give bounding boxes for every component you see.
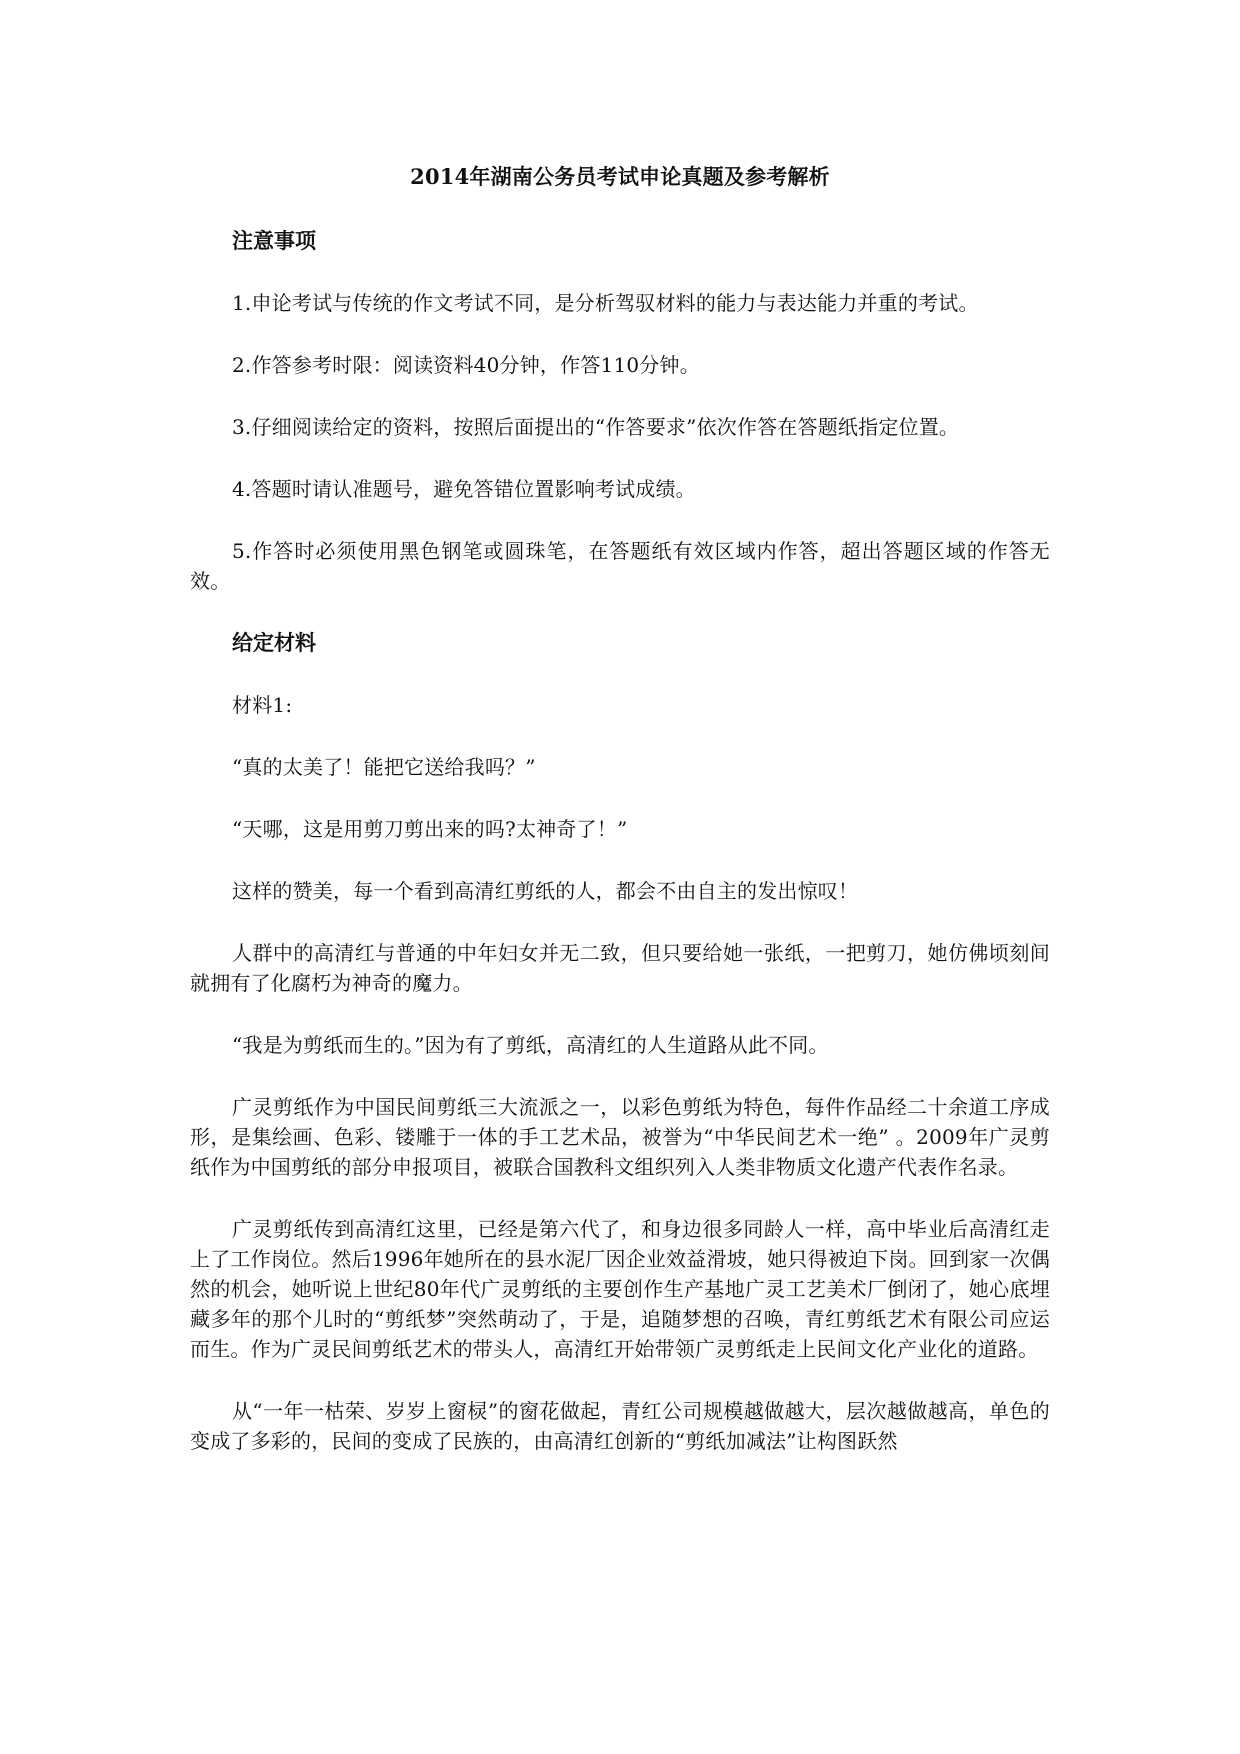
notice-item-4: 4.答题时请认准题号，避免答错位置影响考试成绩。	[232, 477, 696, 501]
material-label: 材料1:	[232, 693, 293, 717]
notice-item-5: 5.作答时必须使用黑色钢笔或圆珠笔，在答题纸有效区域内作答，超出答题区域的作答无效。	[190, 539, 1050, 593]
material-paragraph-1: “真的太美了！能把它送给我吗？”	[232, 755, 536, 779]
document-content	[190, 162, 1050, 1488]
material-paragraph-4: 人群中的高清红与普通的中年妇女并无二致，但只要给她一张纸，一把剪刀，她仿佛顷刻间就拥有了化腐朽为神奇的魔力。	[190, 941, 1050, 995]
material-paragraph-5: “我是为剪纸而生的。”因为有了剪纸，高清红的人生道路从此不同。	[232, 1033, 829, 1057]
notice-heading: 注意事项	[232, 228, 316, 253]
material-paragraph-2: “天哪，这是用剪刀剪出来的吗?太神奇了！”	[232, 817, 628, 841]
notice-item-2: 2.作答参考时限：阅读资料40分钟，作答110分钟。	[232, 353, 700, 377]
material-paragraph-8: 从“一年一枯荣、岁岁上窗棂”的窗花做起，青红公司规模越做越大，层次越做越高，单色的变成了多彩的，民间的变成了民族的，由高清红创新的“剪纸加减法”让构图跃然	[190, 1399, 1050, 1453]
material-paragraph-3: 这样的赞美，每一个看到高清红剪纸的人，都会不由自主的发出惊叹！	[232, 879, 859, 903]
material-paragraph-7: 广灵剪纸传到高清红这里，已经是第六代了，和身边很多同龄人一样，高中毕业后高清红走上了工作岗位。然后1996年她所在的县水泥厂因企业效益滑坡，她只得被迫下岗。回到家一次偶然的机会，她听说上世纪80年代广灵剪纸的主要创作生产基地广灵工艺美术厂倒闭了，她心底埋藏多年的那个儿时的“剪纸梦”突然萌动了，于是，追随梦想的召唤，青红剪纸艺术有限公司应运而生。作为广灵民间剪纸艺术的带头人，高清红开始带领广灵剪纸走上民间文化产业化的道路。	[190, 1217, 1050, 1361]
notice-item-3: 3.仔细阅读给定的资料，按照后面提出的“作答要求”依次作答在答题纸指定位置。	[232, 415, 960, 439]
materials-heading: 给定材料	[232, 630, 316, 655]
notice-item-1: 1.申论考试与传统的作文考试不同，是分析驾驭材料的能力与表达能力并重的考试。	[232, 291, 979, 315]
material-paragraph-6: 广灵剪纸作为中国民间剪纸三大流派之一，以彩色剪纸为特色，每件作品经二十余道工序成形，是集绘画、色彩、镂雕于一体的手工艺术品，被誉为“中华民间艺术一绝” 。2009年广灵剪纸作为中国剪纸的部分申报项目，被联合国教科文组织列入人类非物质文化遗产代表作名录。	[190, 1095, 1050, 1179]
document-title: 2014年湖南公务员考试申论真题及参考解析	[410, 164, 830, 189]
